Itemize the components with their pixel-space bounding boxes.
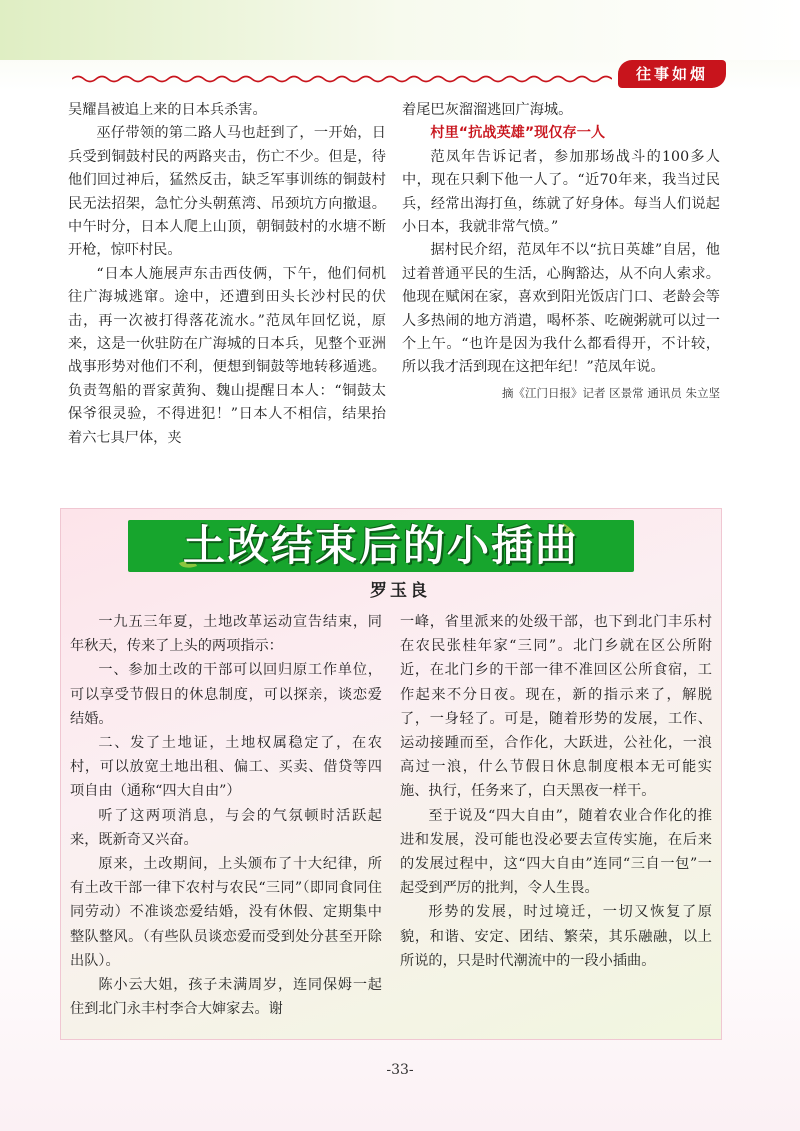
paragraph: 一九五三年夏，土地改革运动宣告结束，同年秋天，传来了上头的两项指示： xyxy=(70,614,382,655)
article2-column-left xyxy=(70,610,382,1021)
article1-source-credit: 摘《江门日报》记者 区景常 通讯员 朱立坚 xyxy=(502,385,720,400)
article1-column-right xyxy=(402,99,720,402)
article2-column-right xyxy=(400,610,712,973)
section-tag: 往事如烟 xyxy=(618,60,726,88)
paragraph: 至于说及“四大自由”，随着农业合作化的推进和发展，没可能也没必要去宣传实施，在后来的发展过程中，这“四大自由”连同“三自一包”一起受到严厉的批判，令人生畏。 xyxy=(400,807,712,897)
header-wave-rule xyxy=(72,74,612,84)
paragraph: 陈小云大姐，孩子未满周岁，连同保姆一起住到北门永丰村李合大婶家去。谢 xyxy=(70,977,382,1018)
paragraph: “日本人施展声东击西伎俩，下午，他们伺机往广海城逃窜。途中，还遭到田头长沙村民的伏击，再一次被打得落花流水。”范凤年回忆说，原来，这是一伙驻防在广海城的日本兵，见整个亚洲战事形势对他们不利，便想到铜鼓等地转移遁逃。负责驾船的晋家黄狗、魏山提醒日本人：“铜鼓太保爷很灵验，不得进犯！”日本人不相信，结果抬着六七具尸体，夹 xyxy=(68,265,386,446)
article1-paragraph: 范凤年告诉记者，参加那场战斗的100多人中，现在只剩下他一人了。“近70年来，我当过民兵，经常出海打鱼，练就了好身体。每当人们说起小日本，我就非常气愤。” xyxy=(402,148,720,236)
article1-subheading: 村里“抗战英雄”现仅存一人 xyxy=(430,125,606,142)
paragraph-continuation: 一峰，省里派来的处级干部，也下到北门丰乐村在农民张桂年家“三同”。北门乡就在区公所附近，在北门乡的干部一律不准回区公所食宿，工作起来不分日夜。现在，新的指示来了，解脱了，一身轻了。可是，随着形势的发展，工作、运动接踵而至，合作化，大跃进，公社化，一浪高过一浪，什么节假日休息制度根本无可能实施、执行，任务来了，白天黑夜一样干。 xyxy=(400,614,712,800)
header-band xyxy=(0,0,800,60)
article2-title: 土改结束后的小插曲 xyxy=(182,521,579,570)
article1-paragraph: 据村民介绍，范凤年不以“抗日英雄”自居，他过着普通平民的生活，心胸豁达，从不向人索求。他现在赋闲在家，喜欢到阳光饭店门口、老龄会等人多热闹的地方消遣，喝杯茶、吃碗粥就可以过一个上午。“也许是因为我什么都看得开，不计较，所以我才活到现在这把年纪！”范凤年说。 xyxy=(402,242,720,376)
paragraph: 一、参加土改的干部可以回归原工作单位，可以享受节假日的休息制度，可以探亲，谈恋爱结婚。 xyxy=(70,662,382,727)
paragraph: 原来，土改期间，上头颁布了十大纪律，所有土改干部一律下农村与农民“三同”（即同食同住同劳动）不准谈恋爱结婚，没有休假、定期集中整队整风。（有些队员谈恋爱而受到处分甚至开除出队）。 xyxy=(70,856,382,969)
article1-column-left xyxy=(68,99,386,450)
page-number: -33- xyxy=(386,1062,414,1078)
paragraph: 巫仔带领的第二路人马也赶到了，一开始，日兵受到铜鼓村民的两路夹击，伤亡不少。但是，待他们回过神后，猛然反击，缺乏军事训练的铜鼓村民无法招架，急忙分头朝蕉湾、吊颈坑方向撤退。中午时分，日本人爬上山顶，朝铜鼓村的水塘不断开枪，惊吓村民。 xyxy=(68,125,386,259)
paragraph: 二、发了土地证，土地权属稳定了，在农村，可以放宽土地出租、偏工、买卖、借贷等四项自由（通称“四大自由”） xyxy=(70,735,382,800)
article1-paragraph-continuation: 着尾巴灰溜溜逃回广海城。 xyxy=(402,102,573,118)
paragraph: 形势的发展，时过境迁，一切又恢复了原貌，和谐、安定、团结、繁荣，其乐融融，以上所说的，只是时代潮流中的一段小插曲。 xyxy=(400,904,712,969)
paragraph-continuation: 吴耀昌被追上来的日本兵杀害。 xyxy=(68,102,267,118)
article2-author: 罗玉良 xyxy=(370,581,430,601)
paragraph: 听了这两项消息，与会的气氛顿时活跃起来，既新奇又兴奋。 xyxy=(70,807,382,848)
